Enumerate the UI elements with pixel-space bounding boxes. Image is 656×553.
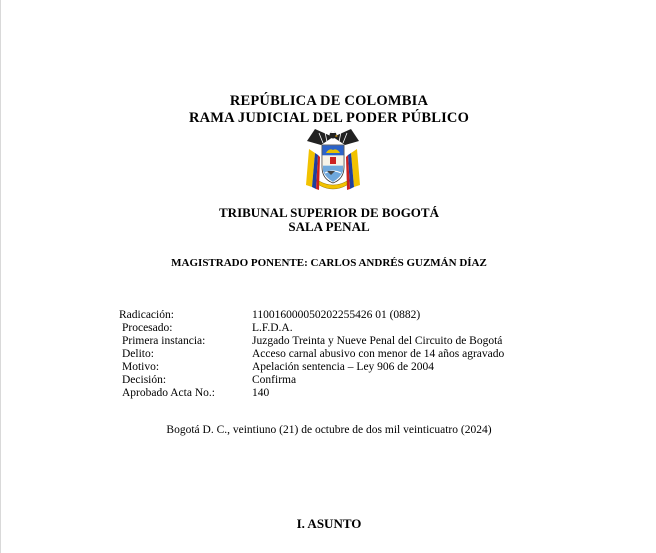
coat-of-arms-icon — [303, 127, 363, 193]
case-detail-label: Procesado: — [122, 322, 173, 334]
case-detail-label: Primera instancia: — [122, 335, 206, 347]
case-detail-value: Apelación sentencia – Ley 906 de 2004 — [252, 361, 435, 373]
case-detail-value: Confirma — [252, 374, 297, 386]
case-detail-value: Acceso carnal abusivo con menor de 14 años agravado — [252, 348, 505, 360]
case-detail-label: Decisión: — [122, 374, 167, 386]
case-detail-value: 140 — [252, 387, 270, 399]
header-republic: REPÚBLICA DE COLOMBIA — [229, 93, 429, 109]
section-title: I. ASUNTO — [296, 516, 362, 531]
case-detail-value: Juzgado Treinta y Nueve Penal del Circuito de Bogotá — [252, 335, 503, 347]
case-detail-label: Aprobado Acta No.: — [122, 387, 215, 399]
date-line: Bogotá D. C., veintiuno (21) de octubre de dos mil veinticuatro (2024) — [166, 424, 492, 436]
case-detail-value: L.F.D.A. — [252, 322, 293, 334]
case-detail-label: Radicación: — [119, 309, 174, 321]
case-detail-label: Motivo: — [122, 361, 160, 373]
magistrate-line: MAGISTRADO PONENTE: CARLOS ANDRÉS GUZMÁN DÍAZ — [171, 257, 487, 269]
case-detail-value: 110016000050202255426 01 (0882) — [252, 309, 421, 321]
header-judicial-branch: RAMA JUDICIAL DEL PODER PÚBLICO — [188, 110, 470, 126]
court-name: TRIBUNAL SUPERIOR DE BOGOTÁ — [219, 205, 439, 220]
court-chamber: SALA PENAL — [288, 219, 370, 234]
case-detail-label: Delito: — [122, 348, 154, 360]
